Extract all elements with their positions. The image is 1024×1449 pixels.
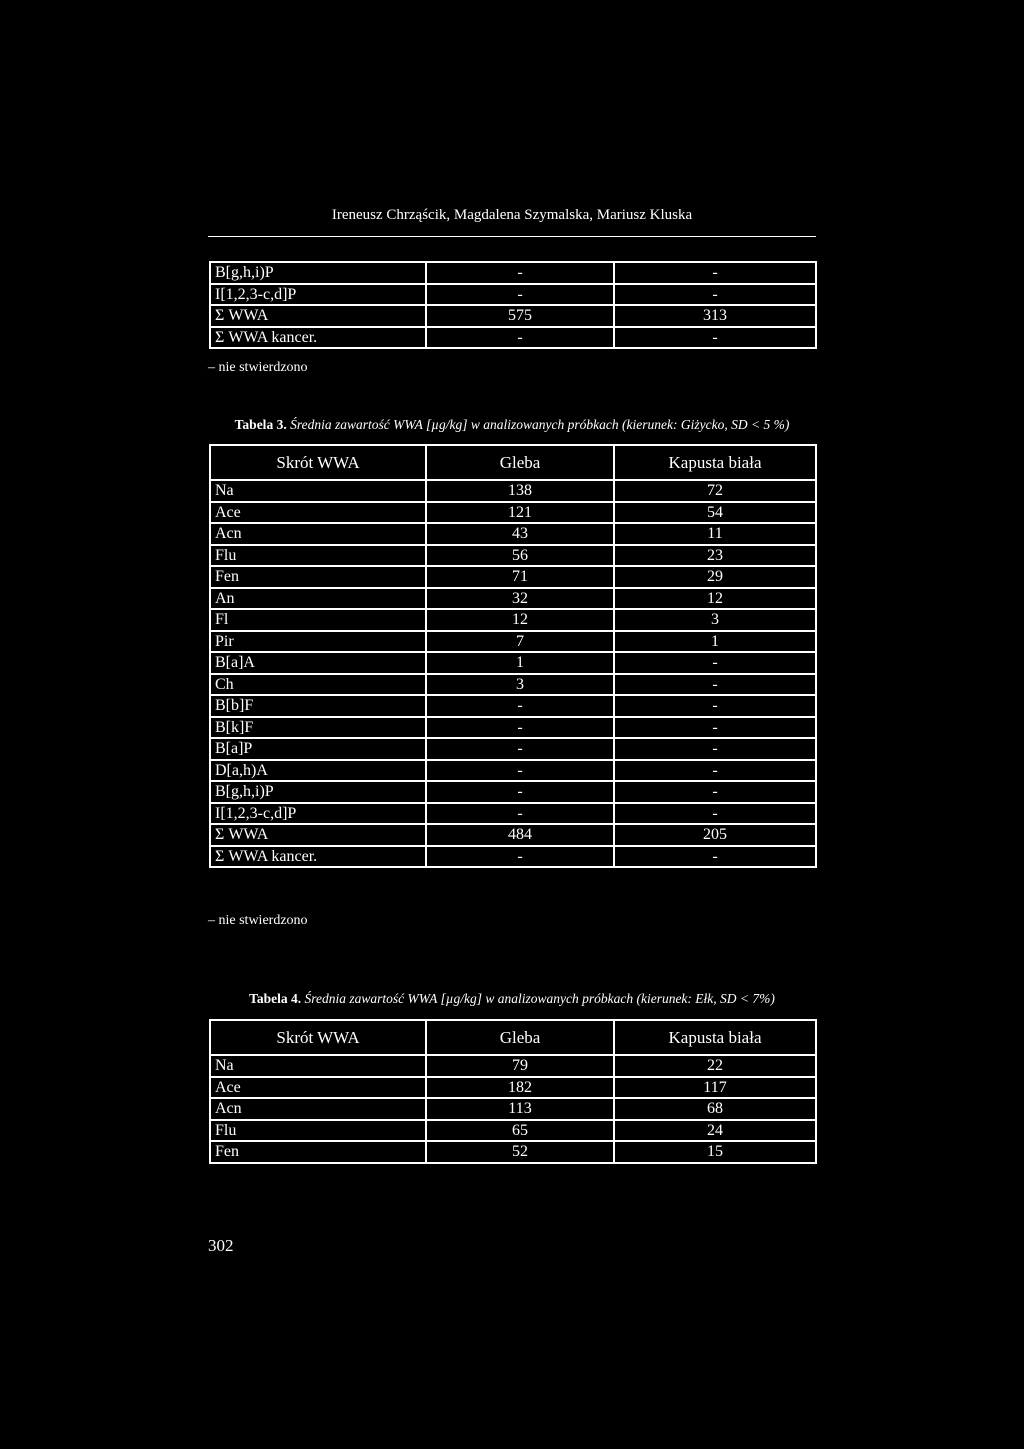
value-cell: 43	[426, 523, 614, 545]
compound-cell: Σ WWA kancer.	[210, 846, 426, 868]
value-cell: 22	[614, 1055, 816, 1077]
value-cell: 29	[614, 566, 816, 588]
value-cell: -	[426, 738, 614, 760]
compound-cell: Fen	[210, 566, 426, 588]
compound-cell: B[b]F	[210, 695, 426, 717]
compound-cell: Na	[210, 480, 426, 502]
value-cell: -	[614, 695, 816, 717]
value-cell: 313	[614, 305, 816, 327]
value-cell: 182	[426, 1077, 614, 1099]
value-cell: 113	[426, 1098, 614, 1120]
compound-cell: B[k]F	[210, 717, 426, 739]
value-cell: -	[614, 262, 816, 284]
table-row	[210, 824, 816, 846]
value-cell: 7	[426, 631, 614, 653]
column-header: Kapusta biała	[614, 445, 816, 480]
table4	[209, 1019, 817, 1164]
value-cell: 12	[426, 609, 614, 631]
table-continued	[209, 261, 817, 349]
compound-cell: Flu	[210, 545, 426, 567]
value-cell: -	[426, 284, 614, 306]
value-cell: -	[426, 327, 614, 349]
table-row	[210, 1098, 816, 1120]
table4-caption	[208, 991, 816, 1007]
value-cell: 23	[614, 545, 816, 567]
header-rule	[208, 236, 816, 237]
table-row	[210, 305, 816, 327]
compound-cell: I[1,2,3-c,d]P	[210, 284, 426, 306]
table3-caption	[208, 417, 816, 433]
value-cell: 138	[426, 480, 614, 502]
table-row	[210, 284, 816, 306]
table-row	[210, 695, 816, 717]
value-cell: 117	[614, 1077, 816, 1099]
table-row	[210, 327, 816, 349]
value-cell: 1	[426, 652, 614, 674]
value-cell: -	[614, 652, 816, 674]
compound-cell: Na	[210, 1055, 426, 1077]
value-cell: 1	[614, 631, 816, 653]
table-row	[210, 609, 816, 631]
column-header: Skrót WWA	[210, 1020, 426, 1055]
value-cell: -	[426, 262, 614, 284]
compound-cell: B[a]P	[210, 738, 426, 760]
table-row	[210, 523, 816, 545]
table-row	[210, 1077, 816, 1099]
value-cell: -	[426, 695, 614, 717]
value-cell: 32	[426, 588, 614, 610]
value-cell: -	[614, 781, 816, 803]
table-row	[210, 803, 816, 825]
value-cell: 484	[426, 824, 614, 846]
value-cell: -	[426, 846, 614, 868]
value-cell: -	[426, 781, 614, 803]
compound-cell: B[g,h,i)P	[210, 262, 426, 284]
compound-cell: Ace	[210, 502, 426, 524]
table3-label: Tabela 3.	[234, 417, 287, 432]
value-cell: 56	[426, 545, 614, 567]
table-row	[210, 631, 816, 653]
page-number: 302	[208, 1236, 234, 1255]
value-cell: 11	[614, 523, 816, 545]
table-header-row	[210, 1020, 816, 1055]
column-header: Gleba	[426, 445, 614, 480]
value-cell: 3	[426, 674, 614, 696]
value-cell: 24	[614, 1120, 816, 1142]
value-cell: 205	[614, 824, 816, 846]
table4-label: Tabela 4.	[249, 991, 302, 1006]
running-header-authors: Ireneusz Chrząścik, Magdalena Szymalska, Mariusz Kluska	[331, 207, 693, 223]
table-row	[210, 1055, 816, 1077]
compound-cell: I[1,2,3-c,d]P	[210, 803, 426, 825]
value-cell: 72	[614, 480, 816, 502]
compound-cell: Fen	[210, 1141, 426, 1163]
table4-caption-text: Średnia zawartość WWA [µg/kg] w analizowanych próbkach (kierunek: Ełk, SD < 7%)	[304, 991, 775, 1006]
column-header: Gleba	[426, 1020, 614, 1055]
table3-footnote: – nie stwierdzono	[208, 913, 308, 928]
compound-cell: Pir	[210, 631, 426, 653]
table-row	[210, 566, 816, 588]
compound-cell: Flu	[210, 1120, 426, 1142]
value-cell: 71	[426, 566, 614, 588]
value-cell: 121	[426, 502, 614, 524]
value-cell: -	[614, 284, 816, 306]
table-row	[210, 1120, 816, 1142]
compound-cell: Σ WWA	[210, 824, 426, 846]
compound-cell: Acn	[210, 523, 426, 545]
compound-cell: B[a]A	[210, 652, 426, 674]
compound-cell: Acn	[210, 1098, 426, 1120]
value-cell: -	[614, 738, 816, 760]
value-cell: -	[426, 760, 614, 782]
value-cell: -	[614, 760, 816, 782]
value-cell: -	[426, 803, 614, 825]
value-cell: -	[614, 327, 816, 349]
table-row	[210, 781, 816, 803]
table-row	[210, 674, 816, 696]
table-row	[210, 717, 816, 739]
table3	[209, 444, 817, 868]
table-header-row	[210, 445, 816, 480]
value-cell: 68	[614, 1098, 816, 1120]
compound-cell: An	[210, 588, 426, 610]
table-row	[210, 652, 816, 674]
compound-cell: B[g,h,i)P	[210, 781, 426, 803]
value-cell: -	[614, 803, 816, 825]
table-row	[210, 480, 816, 502]
column-header: Kapusta biała	[614, 1020, 816, 1055]
table-row	[210, 262, 816, 284]
table-row	[210, 846, 816, 868]
table-row	[210, 545, 816, 567]
compound-cell: Σ WWA kancer.	[210, 327, 426, 349]
value-cell: 12	[614, 588, 816, 610]
table-row	[210, 588, 816, 610]
value-cell: -	[426, 717, 614, 739]
value-cell: 15	[614, 1141, 816, 1163]
value-cell: 54	[614, 502, 816, 524]
compound-cell: D[a,h)A	[210, 760, 426, 782]
table-continued-footnote: – nie stwierdzono	[208, 360, 308, 375]
column-header: Skrót WWA	[210, 445, 426, 480]
compound-cell: Ch	[210, 674, 426, 696]
compound-cell: Σ WWA	[210, 305, 426, 327]
value-cell: 3	[614, 609, 816, 631]
value-cell: -	[614, 717, 816, 739]
table-row	[210, 738, 816, 760]
table-row	[210, 1141, 816, 1163]
value-cell: 575	[426, 305, 614, 327]
table-row	[210, 760, 816, 782]
compound-cell: Fl	[210, 609, 426, 631]
value-cell: 79	[426, 1055, 614, 1077]
table-row	[210, 502, 816, 524]
value-cell: 65	[426, 1120, 614, 1142]
compound-cell: Ace	[210, 1077, 426, 1099]
value-cell: 52	[426, 1141, 614, 1163]
value-cell: -	[614, 674, 816, 696]
value-cell: -	[614, 846, 816, 868]
table3-caption-text: Średnia zawartość WWA [µg/kg] w analizowanych próbkach (kierunek: Giżycko, SD < 5 %)	[290, 417, 790, 432]
